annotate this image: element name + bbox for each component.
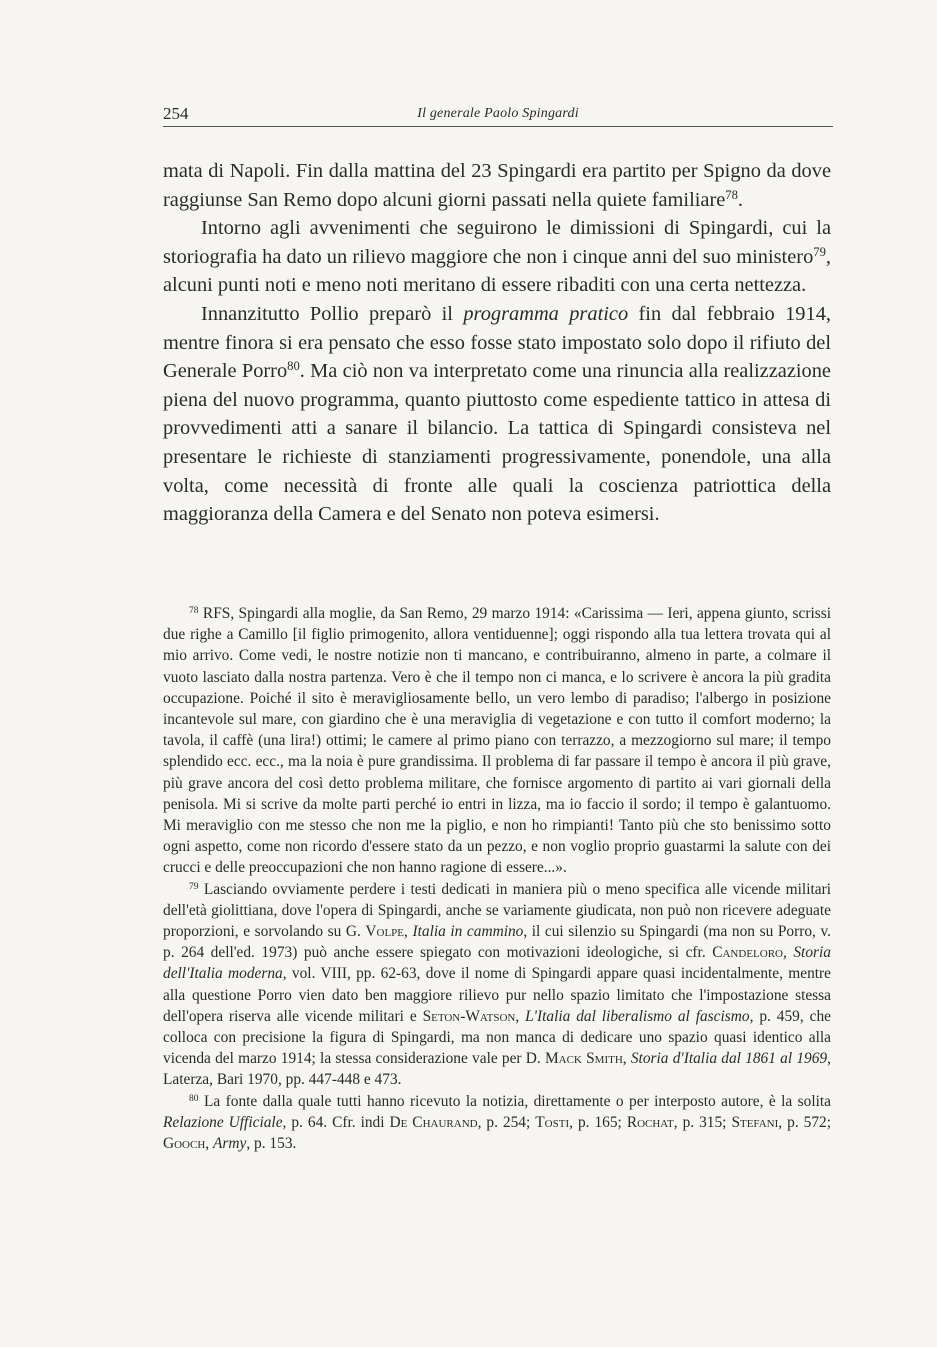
author-name: Rochat [626, 1113, 674, 1131]
footnote-number: 78 [189, 604, 199, 616]
book-title: Storia d'Italia dal 1861 al 1969 [630, 1050, 828, 1068]
italic-title: programma pratico [463, 302, 629, 325]
page-number: 254 [163, 104, 189, 123]
book-title: Army [213, 1135, 247, 1153]
author-name: Mack Smith [544, 1050, 623, 1068]
paragraph-1: mata di Napoli. Fin dalla mattina del 23 Spingardi era partito per Spigno da dove raggiunse San Remo dopo alcuni giorni passati nella quiete familiare$^{78}$. [163, 160, 831, 211]
running-title: Il generale Paolo Spingardi [417, 106, 579, 121]
author-name: Tosti [535, 1113, 570, 1131]
paragraph-2: Intorno agli avvenimenti che seguirono le dimissioni di Spingardi, cui la storiografia ha dato un rilievo maggiore che non i cinque anni del suo ministero$^{79}$, alcuni punti noti e meno noti meritano di essere ribaditi con una certa nettezza. [163, 217, 831, 297]
author-name: De Chaurand [389, 1113, 478, 1131]
paragraph-3: Innanzitutto Pollio preparò il programma pratico fin dal febbraio 1914, mentre finora si era pensato che esso fosse stato impostato solo dopo il rifiuto del Generale Porro$^{80}$. Ma ciò non va interpretato come una rinuncia alla realizzazione piena del nuovo programma, quanto piuttosto come espediente tattico in attesa di provvedimenti atti a sanare il bilancio. La tattica di Spingardi consisteva nel presentare le richieste di stanziamenti progressivamente, ponendole, una alla volta, come necessità di fronte alle quali la coscienza patriottica della maggioranza della Camera e del Senato non poteva esimersi. [163, 302, 831, 526]
footnote-number: 80 [189, 1092, 199, 1104]
author-name: Stefani [731, 1113, 779, 1131]
book-title: L'Italia dal liberalismo al fascismo [525, 1007, 750, 1025]
footnote-ref-79[interactable]: 79 [813, 244, 826, 259]
book-title: Relazione Ufficiale [163, 1113, 283, 1131]
footnotes [163, 603, 831, 1154]
author-name: Volpe [365, 923, 405, 941]
footnote-79: $^{79}$ Lasciando ovviamente perdere i testi dedicati in maniera più o meno specifica alle vicende militari dell'età giolittiana, dove l'opera di Spingardi, anche se variamente giudicata, non può non ricevere adeguate proporzioni, e sorvolando su G. Volpe, Italia in cammino, il cui silenzio su Spingardi (ma non su Porro, v. p. 264 dell'ed. 1973) può anche essere spiegato con motivazioni ideologiche, si cfr. Candeloro, Storia dell'Italia moderna, vol. VIII, pp. 62-63, dove il nome di Spingardi appare quasi incidentalmente, mentre alla questione Porro vien dato ben maggiore rilievo pur nello spazio limitato che l'impostazione stessa dell'opera riserva alle vicende militari e Seton-Watson, L'Italia dal liberalismo al fascismo, p. 459, che colloca con precisione la figura di Spingardi, ma non manca di dedicare uno spazio quasi identico alla vicenda del marzo 1914; la stessa considerazione vale per D. Mack Smith, Storia d'Italia dal 1861 al 1969, Laterza, Bari 1970, pp. 447-448 e 473. [163, 880, 832, 1089]
footnote-number: 79 [189, 880, 199, 892]
running-header [163, 104, 833, 127]
author-name: Gooch [163, 1135, 206, 1153]
footnote-80: $^{80}$ La fonte dalla quale tutti hanno ricevuto la notizia, direttamente o per interposto autore, è la solita Relazione Ufficiale, p. 64. Cfr. indi De Chaurand, p. 254; Tosti, p. 165; Rochat, p. 315; Stefani, p. 572; Gooch, Army, p. 153. [163, 1092, 832, 1153]
author-name: Candeloro [712, 944, 783, 962]
book-title: Italia in cammino [412, 923, 524, 941]
footnote-78: $^{78}$ RFS, Spingardi alla moglie, da San Remo, 29 marzo 1914: «Carissima — Ieri, appena giunto, scrissi due righe a Camillo [il figlio primogenito, allora ventiduenne]; oggi rispondo alla tua lettera trovata qui al mio arrivo. Come vedi, le nostre notizie non ti mancano, e contribuiranno, almeno in parte, a colmare il vuoto lasciato dalla nostra partenza. Vero è che il tempo non ci manca, e lo scrivere è ancora la più gradita occupazione. Poiché il sito è meravigliosamente bello, un vero lembo di paradiso; l'albergo in posizione incantevole sul mare, con giardino che è una meraviglia di vegetazione e con tutto il comfort moderno; la tavola, il caffè (una lira!) ottimi; le camere al primo piano con terrazzo, a mezzogiorno sul mare; il tempo splendido ecc. ecc., ma la noia è pure grandissima. Il problema di far passare il tempo è ancora il più grave, più grave ancora del così detto problema militare, che fornisce argomento di partito ai vari giornali della penisola. Mi si scrive da molte parti perché io entri in lizza, ma io faccio il sordo; il tempo è galantuomo. Mi meraviglio con me stesso che non me la piglio, e non ho rimpianti! Tanto più che sto benissimo sotto ogni aspetto, come non ricordo d'essere stato da un pezzo, e non voglio proprio guastarmi la salute con dei crucci e delle preoccupazioni che non hanno ragione di essere...». [163, 604, 831, 877]
footnote-ref-78[interactable]: 78 [725, 187, 738, 202]
footnote-ref-80[interactable]: 80 [287, 359, 300, 374]
author-name: Seton-Watson [422, 1007, 516, 1025]
book-title: Storia dell'Italia moderna [163, 944, 831, 983]
main-text [163, 157, 831, 529]
